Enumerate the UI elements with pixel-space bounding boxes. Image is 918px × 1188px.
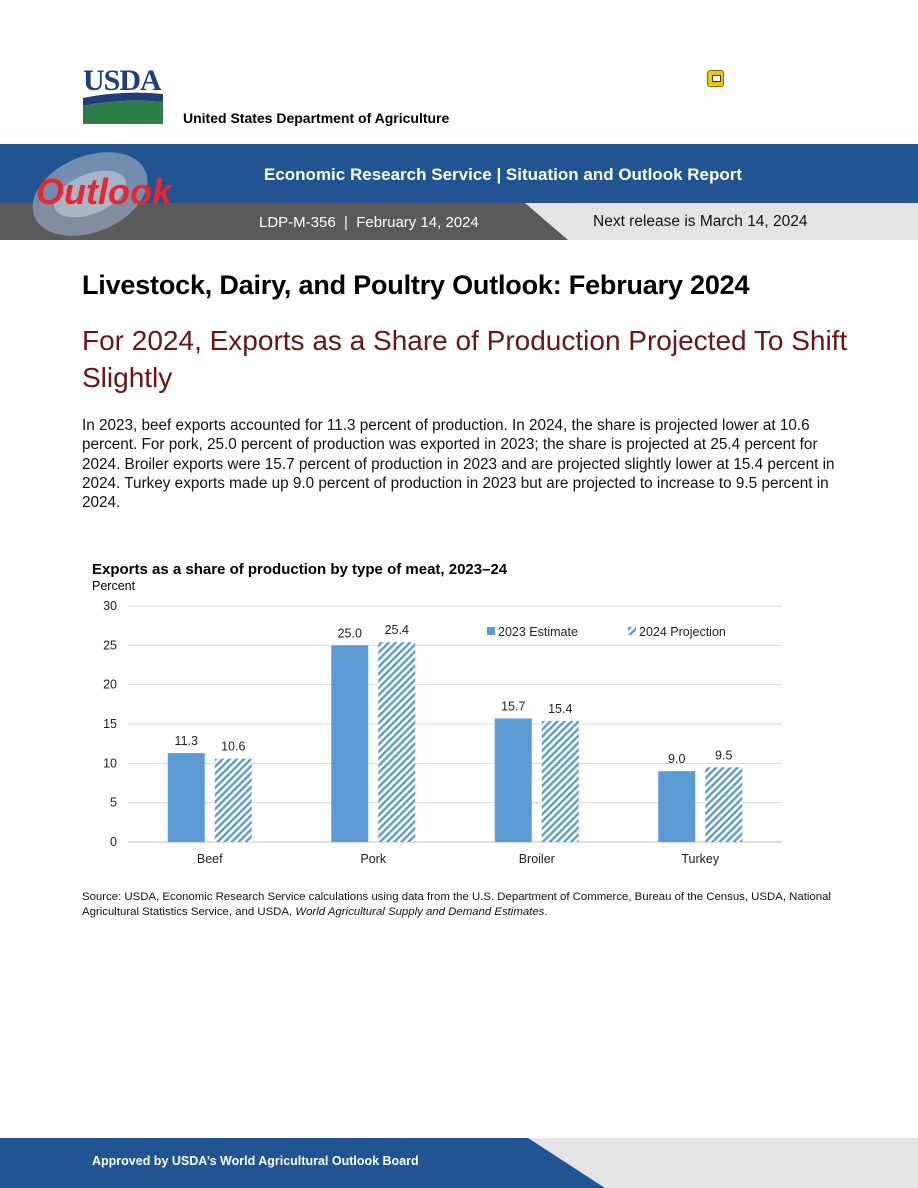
source-italic-title: World Agricultural Supply and Demand Estimates: [295, 906, 545, 918]
bar-pork-2023: [331, 645, 368, 842]
page-subtitle: For 2024, Exports as a Share of Production Projected To Shift Slightly: [82, 325, 848, 393]
comment-note-icon[interactable]: [707, 70, 724, 87]
y-tick-label: 5: [110, 795, 117, 810]
bar-beef-2023: [168, 753, 205, 842]
y-tick-label: 30: [103, 599, 117, 613]
bar-broiler-2024: [542, 721, 579, 842]
body-paragraph: In 2023, beef exports accounted for 11.3 percent of production. In 2024, the share is projected lower at 10.6 percent. For pork, 25.0 percent of production was exported in 2023; the share is projected at 25.4 percent for 2024. Broiler exports were 15.7 percent of production in 2023 and are projected slightly lower at 15.4 percent in 2024. Turkey exports made up 9.0 percent of production in 2023 but are projected to increase to 9.5 percent in 2024.: [82, 417, 835, 512]
x-tick-label: Pork: [360, 852, 387, 866]
y-tick-label: 15: [103, 717, 117, 731]
outlook-logo: [28, 142, 188, 242]
legend-label: 2024 Projection: [639, 625, 726, 639]
data-label: 15.4: [548, 701, 573, 716]
outlook-logo-text: Outlook: [36, 171, 172, 212]
report-id: LDP-M-356 | February 14, 2024: [259, 214, 479, 231]
legend-label: 2023 Estimate: [498, 625, 578, 639]
data-label: 10.6: [221, 739, 246, 754]
chart-title: Exports as a share of production by type of meat, 2023–24: [92, 561, 508, 578]
data-label: 9.5: [715, 748, 733, 763]
department-name: United States Department of Agriculture: [183, 110, 450, 126]
data-label: 25.4: [384, 623, 409, 638]
data-label: 15.7: [501, 699, 526, 714]
x-tick-label: Turkey: [681, 852, 720, 866]
y-tick-label: 0: [110, 835, 117, 849]
x-tick-label: Broiler: [518, 852, 555, 866]
usda-wordmark: USDA: [83, 64, 161, 97]
y-tick-label: 10: [103, 756, 117, 771]
data-label: 25.0: [337, 626, 362, 641]
legend-swatch: [487, 627, 495, 635]
y-tick-label: 25: [103, 638, 117, 653]
page-title: Livestock, Dairy, and Poultry Outlook: February 2024: [82, 270, 750, 300]
chart-y-label: Percent: [92, 579, 136, 593]
source-end: .: [544, 906, 548, 918]
source-note: [82, 890, 842, 920]
bar-chart: [80, 596, 800, 876]
bar-beef-2024: [215, 759, 252, 842]
bar-pork-2024: [378, 642, 415, 842]
footer-text: Approved by USDA’s World Agricultural Outlook Board: [92, 1154, 419, 1168]
y-tick-label: 20: [103, 677, 117, 692]
data-label: 11.3: [174, 734, 198, 749]
bar-turkey-2023: [658, 771, 695, 842]
report-series: Economic Research Service | Situation and Outlook Report: [264, 165, 743, 184]
x-tick-label: Beef: [196, 852, 223, 866]
legend-swatch: [628, 627, 636, 635]
data-label: 9.0: [668, 752, 686, 767]
next-release: Next release is March 14, 2024: [593, 213, 808, 230]
bar-broiler-2023: [495, 718, 532, 842]
bar-turkey-2024: [705, 767, 742, 842]
source-text: Source: USDA, Economic Research Service calculations using data from the U.S. Department of Commerce, Bureau of the Census, USDA, National Agricultural Statistics Service, and USDA,: [82, 891, 831, 918]
